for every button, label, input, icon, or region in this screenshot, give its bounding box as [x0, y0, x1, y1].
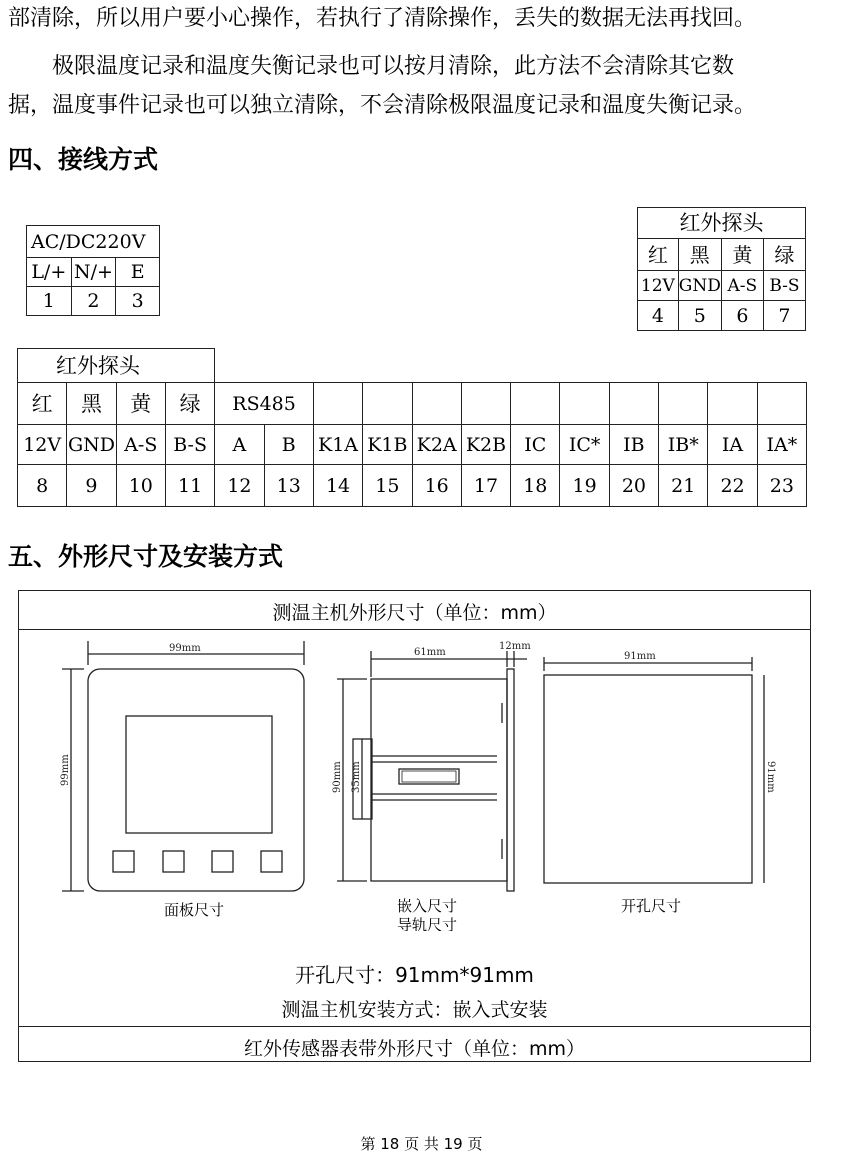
probe-signal: B-S — [763, 271, 805, 301]
probe-signal: 12V — [638, 271, 679, 301]
main-signal: A — [215, 425, 264, 465]
empty-cell — [313, 383, 362, 425]
cutout-height-label: 91mm — [765, 761, 776, 793]
main-signal: K1B — [363, 425, 412, 465]
page-footer: 第 18 页 共 19 页 — [360, 1135, 483, 1153]
main-pin: 12 — [215, 465, 264, 507]
main-signal: IC* — [560, 425, 609, 465]
power-table-title: AC/DC220V — [27, 226, 160, 258]
paragraph-3: 据，温度事件记录也可以独立清除，不会清除极限温度记录和温度失衡记录。 — [8, 93, 757, 118]
dimensions-box — [18, 590, 811, 1062]
main-color: 黄 — [116, 383, 165, 425]
cutout-width-label: 91mm — [624, 651, 656, 662]
side-depth-label: 61mm — [414, 647, 446, 658]
main-pin: 22 — [708, 465, 757, 507]
main-pin: 11 — [165, 465, 214, 507]
power-pin: 1 — [27, 287, 72, 316]
main-signal: B — [264, 425, 313, 465]
probe-pin: 7 — [763, 301, 805, 331]
probe-color: 绿 — [763, 239, 805, 271]
dimensions-header: 测温主机外形尺寸（单位：mm） — [272, 602, 557, 624]
probe-pin: 4 — [638, 301, 679, 331]
main-signal: A-S — [116, 425, 165, 465]
empty-cell — [757, 383, 806, 425]
power-label: L/+ — [27, 258, 72, 287]
main-signal: K2A — [412, 425, 461, 465]
main-pin: 13 — [264, 465, 313, 507]
main-signal: B-S — [165, 425, 214, 465]
probe-pin: 6 — [721, 301, 763, 331]
rail-height-label: 35mm — [351, 761, 362, 793]
install-method-text: 测温主机安装方式：嵌入式安装 — [281, 999, 548, 1021]
main-pin: 9 — [67, 465, 116, 507]
empty-cell — [412, 383, 461, 425]
empty-cell — [659, 383, 708, 425]
main-table-probe-title: 红外探头 — [17, 348, 215, 382]
section-heading-wiring: 四、接线方式 — [8, 145, 159, 174]
main-pin: 23 — [757, 465, 806, 507]
panel-width-label: 99mm — [169, 643, 201, 654]
panel-height-label: 99mm — [60, 754, 71, 786]
sensor-dimensions-header: 红外传感器表带外形尺寸（单位：mm） — [243, 1038, 586, 1060]
main-signal: 12V — [18, 425, 67, 465]
side-front-plate — [507, 669, 514, 891]
side-body — [371, 679, 507, 881]
main-pin: 15 — [363, 465, 412, 507]
main-signal: IA — [708, 425, 757, 465]
main-pin: 16 — [412, 465, 461, 507]
power-label: E — [116, 258, 160, 287]
main-pin: 10 — [116, 465, 165, 507]
power-pin: 3 — [116, 287, 160, 316]
probe-pin: 5 — [678, 301, 721, 331]
empty-cell — [560, 383, 609, 425]
panel-button — [212, 851, 233, 872]
cutout-caption: 开孔尺寸 — [621, 897, 682, 915]
cutout-outline — [544, 675, 752, 883]
main-signal: GND — [67, 425, 116, 465]
panel-screen — [126, 716, 272, 833]
divider — [19, 629, 810, 630]
main-pin: 19 — [560, 465, 609, 507]
empty-cell — [461, 383, 510, 425]
main-signal: IB* — [659, 425, 708, 465]
section-heading-dimensions: 五、外形尺寸及安装方式 — [8, 542, 284, 571]
main-pin: 21 — [659, 465, 708, 507]
main-signal: K2B — [461, 425, 510, 465]
dimension-drawings — [19, 631, 809, 931]
probe-table-title: 红外探头 — [638, 208, 806, 239]
main-color: 红 — [18, 383, 67, 425]
probe-signal: A-S — [721, 271, 763, 301]
main-pin: 18 — [511, 465, 560, 507]
panel-caption: 面板尺寸 — [164, 901, 225, 919]
main-pin: 17 — [461, 465, 510, 507]
panel-button — [163, 851, 184, 872]
side-height-label: 90mm — [332, 761, 343, 793]
side-front-label: 12mm — [499, 641, 531, 652]
main-color: 黑 — [67, 383, 116, 425]
probe-signal: GND — [678, 271, 721, 301]
probe-terminal-table — [637, 207, 806, 331]
divider — [19, 1026, 810, 1027]
power-label: N/+ — [71, 258, 116, 287]
empty-cell — [609, 383, 658, 425]
power-terminal-table — [26, 225, 160, 316]
paragraph-2: 极限温度记录和温度失衡记录也可以按月清除，此方法不会清除其它数 — [52, 54, 735, 79]
side-caption: 嵌入尺寸 — [397, 897, 458, 915]
empty-cell — [511, 383, 560, 425]
probe-color: 黑 — [678, 239, 721, 271]
main-color: 绿 — [165, 383, 214, 425]
rs485-label: RS485 — [215, 383, 314, 425]
main-signal: IB — [609, 425, 658, 465]
probe-color: 红 — [638, 239, 679, 271]
main-signal: IA* — [757, 425, 806, 465]
panel-button — [261, 851, 282, 872]
main-pin: 8 — [18, 465, 67, 507]
main-signal: IC — [511, 425, 560, 465]
empty-cell — [363, 383, 412, 425]
probe-color: 黄 — [721, 239, 763, 271]
power-pin: 2 — [71, 287, 116, 316]
paragraph-1: 部清除，所以用户要小心操作，若执行了清除操作，丢失的数据无法再找回。 — [8, 6, 757, 31]
main-terminal-table — [17, 382, 807, 507]
cutout-size-text: 开孔尺寸：91mm*91mm — [295, 963, 534, 987]
main-pin: 20 — [609, 465, 658, 507]
rail-caption: 导轨尺寸 — [397, 916, 458, 931]
panel-button — [113, 851, 134, 872]
main-signal: K1A — [313, 425, 362, 465]
empty-cell — [708, 383, 757, 425]
main-pin: 14 — [313, 465, 362, 507]
